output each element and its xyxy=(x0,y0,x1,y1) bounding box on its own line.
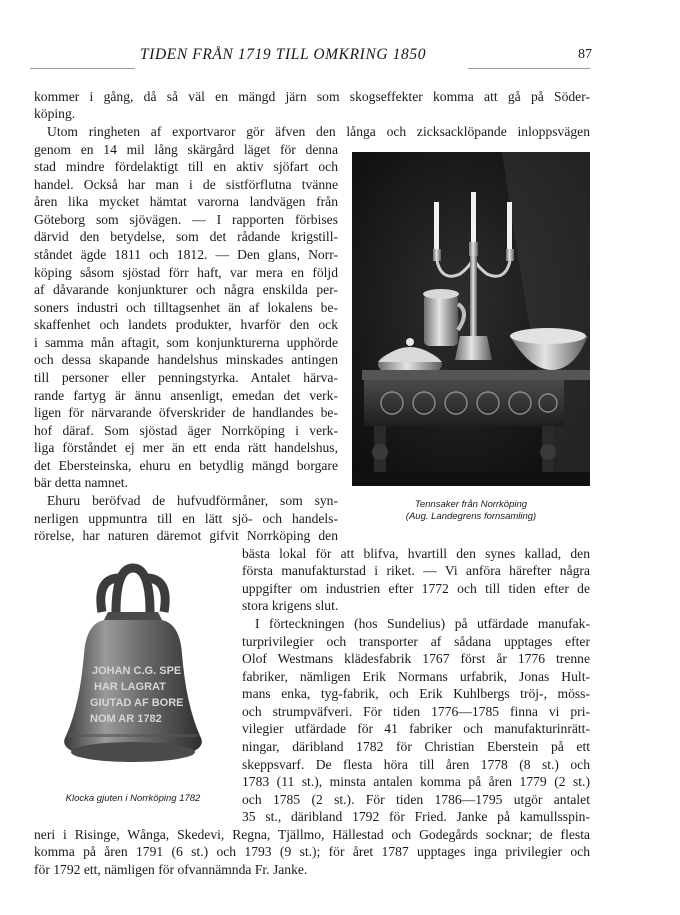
pewter-objects-photo xyxy=(352,152,590,486)
bell-inscription-2: HAR LAGRAT xyxy=(94,681,166,693)
text-line: liga förståndet ej mer än ett enda rätt handelshus, xyxy=(34,440,338,455)
page-number: 87 xyxy=(578,47,592,62)
pewter-caption-line1: Tennsaker från Norrköping xyxy=(414,499,528,510)
text-line: komma på åren 1791 (6 st.) och 1793 (9 st.); för året 1787 upptages inga privilegier och xyxy=(34,844,590,859)
text-line: för 1792 ett, nämligen för ofvannämnda Fr. Janke. xyxy=(34,862,308,877)
text-line: och strumpväfveri. För tiden 1776—1785 finna vi pri- xyxy=(242,704,590,719)
text-line: ståndet ägde 1811 och 1812. — Den glans, Norr- xyxy=(34,247,338,262)
text-line: åren lika mycket hämtat varorna landvägen från xyxy=(34,194,338,209)
pewter-caption-line2: (Aug. Landegrens fornsamling) xyxy=(405,511,537,522)
bell-inscription-4: NOM AR 1782 xyxy=(90,713,162,725)
text-line: uppgifter om industrien efter 1772 och till tiden efter de xyxy=(242,581,590,596)
text-line: och 1785 (2 st.). För tiden 1786—1795 utgör antalet xyxy=(242,792,590,807)
text-line: i samma mån aftagit, som konjunkturerna upphörde xyxy=(34,335,338,350)
text-line: kommer i gång, då så väl en mängd järn som skogseffekter komma att gå på Söder- xyxy=(34,89,590,104)
text-line: stora krigens slut. xyxy=(242,598,339,613)
text-line: därvid den betydelse, som det rådande krigstill- xyxy=(34,229,338,244)
text-line: hof däraf. Som sjöstad äger Norrköping i verk- xyxy=(34,423,338,438)
text-line: Göteborg som sjövägen. — I rapporten förbises xyxy=(34,212,338,227)
text-line: Olof Westmans klädesfabrik 1767 först år 1776 trenne xyxy=(242,651,590,666)
text-line: köping såsom sjöstad förr haft, var mera en följd xyxy=(34,265,338,280)
text-line: soners industri och tilltagsenhet än af lokalens be- xyxy=(34,300,338,315)
text-line: bästa lokal för att blifva, hvartill den synes kallad, den xyxy=(242,546,590,561)
text-line: I förteckningen (hos Sundelius) på utfärdade manufak- xyxy=(255,616,590,631)
bell-photo xyxy=(34,554,232,786)
text-line: köping. xyxy=(34,106,76,121)
text-line: vilegier utfärdade för 41 fabriker och manufakturinrätt- xyxy=(242,721,590,736)
text-line: första manufakturstad i riket. — Vi anföra härefter några xyxy=(242,563,590,578)
text-line: fabriker, nämligen Erik Normans urfabrik, Jonas Hult- xyxy=(242,669,590,684)
text-line: Ehuru beröfvad de hufvudförmåner, som syn- xyxy=(47,493,338,508)
text-line: Utom ringheten af exportvaror gör äfven den långa och zicksacklöpande inloppsvägen xyxy=(47,124,590,139)
running-head xyxy=(0,46,680,66)
text-line: rande fartyg är ännu ansenligt, emedan det verk- xyxy=(34,388,338,403)
text-line: handel. Också har man i de sistförflutna tvänne xyxy=(34,177,338,192)
header-rule-right xyxy=(468,68,590,69)
text-line: skaffenhet och landets produkter, hvarför den ock xyxy=(34,317,338,332)
text-line: skeppsvarf. De flesta höra till åren 1778 (8 st.) och xyxy=(242,757,590,772)
text-line: af dåvarande konjunkturer och några enskilda per- xyxy=(34,282,338,297)
text-line: och dessa skapande handelshus minskades antingen xyxy=(34,352,338,367)
text-line: ligen för närvarande öfverskrider de handlandes be- xyxy=(34,405,338,420)
text-line: ningar, däribland 1782 för Christian Eberstein på ett xyxy=(242,739,590,754)
running-title: TIDEN FRÅN 1719 TILL OMKRING 1850 xyxy=(140,46,427,63)
header-rule-left xyxy=(30,68,135,69)
text-line: stad mindre fördelaktigt till en aktiv sjöfart och xyxy=(34,159,338,174)
text-line: 1783 (11 st.), minsta antalen komma på åren 1779 (2 st.) xyxy=(242,774,590,789)
text-line: nerligen uppmuntra till en lätt sjö- och handels- xyxy=(34,511,338,526)
text-line: rörelse, har naturen däremot gifvit Norrköping den xyxy=(34,528,338,543)
text-line: turprivilegier och transporter af sådana upptages efter xyxy=(242,634,590,649)
text-line: bär detta namnet. xyxy=(34,475,128,490)
text-line: till personer eller penningstyrka. Antalet härva- xyxy=(34,370,338,385)
bell-inscription-1: JOHAN C.G. SPE xyxy=(92,665,182,677)
text-line: neri i Risinge, Wånga, Skedevi, Regna, Tjällmo, Hällestad och Godegårds socknar; de flesta xyxy=(34,827,590,842)
bell-caption: Klocka gjuten i Norrköping 1782 xyxy=(65,793,201,804)
bell-inscription-3: GIUTAD AF BORE xyxy=(90,697,184,709)
text-line: genom en 14 mil lång skärgård läget för denna xyxy=(34,142,338,157)
text-line: 35 st., däribland 1792 för Fried. Janke på kamullsspin- xyxy=(242,809,590,824)
text-line: mans enka, tyg-fabrik, och Erik Kuhlbergs tröj-, möss- xyxy=(242,686,590,701)
text-line: det Ebersteinska, ehuru en betydlig mängd borgare xyxy=(34,458,338,473)
